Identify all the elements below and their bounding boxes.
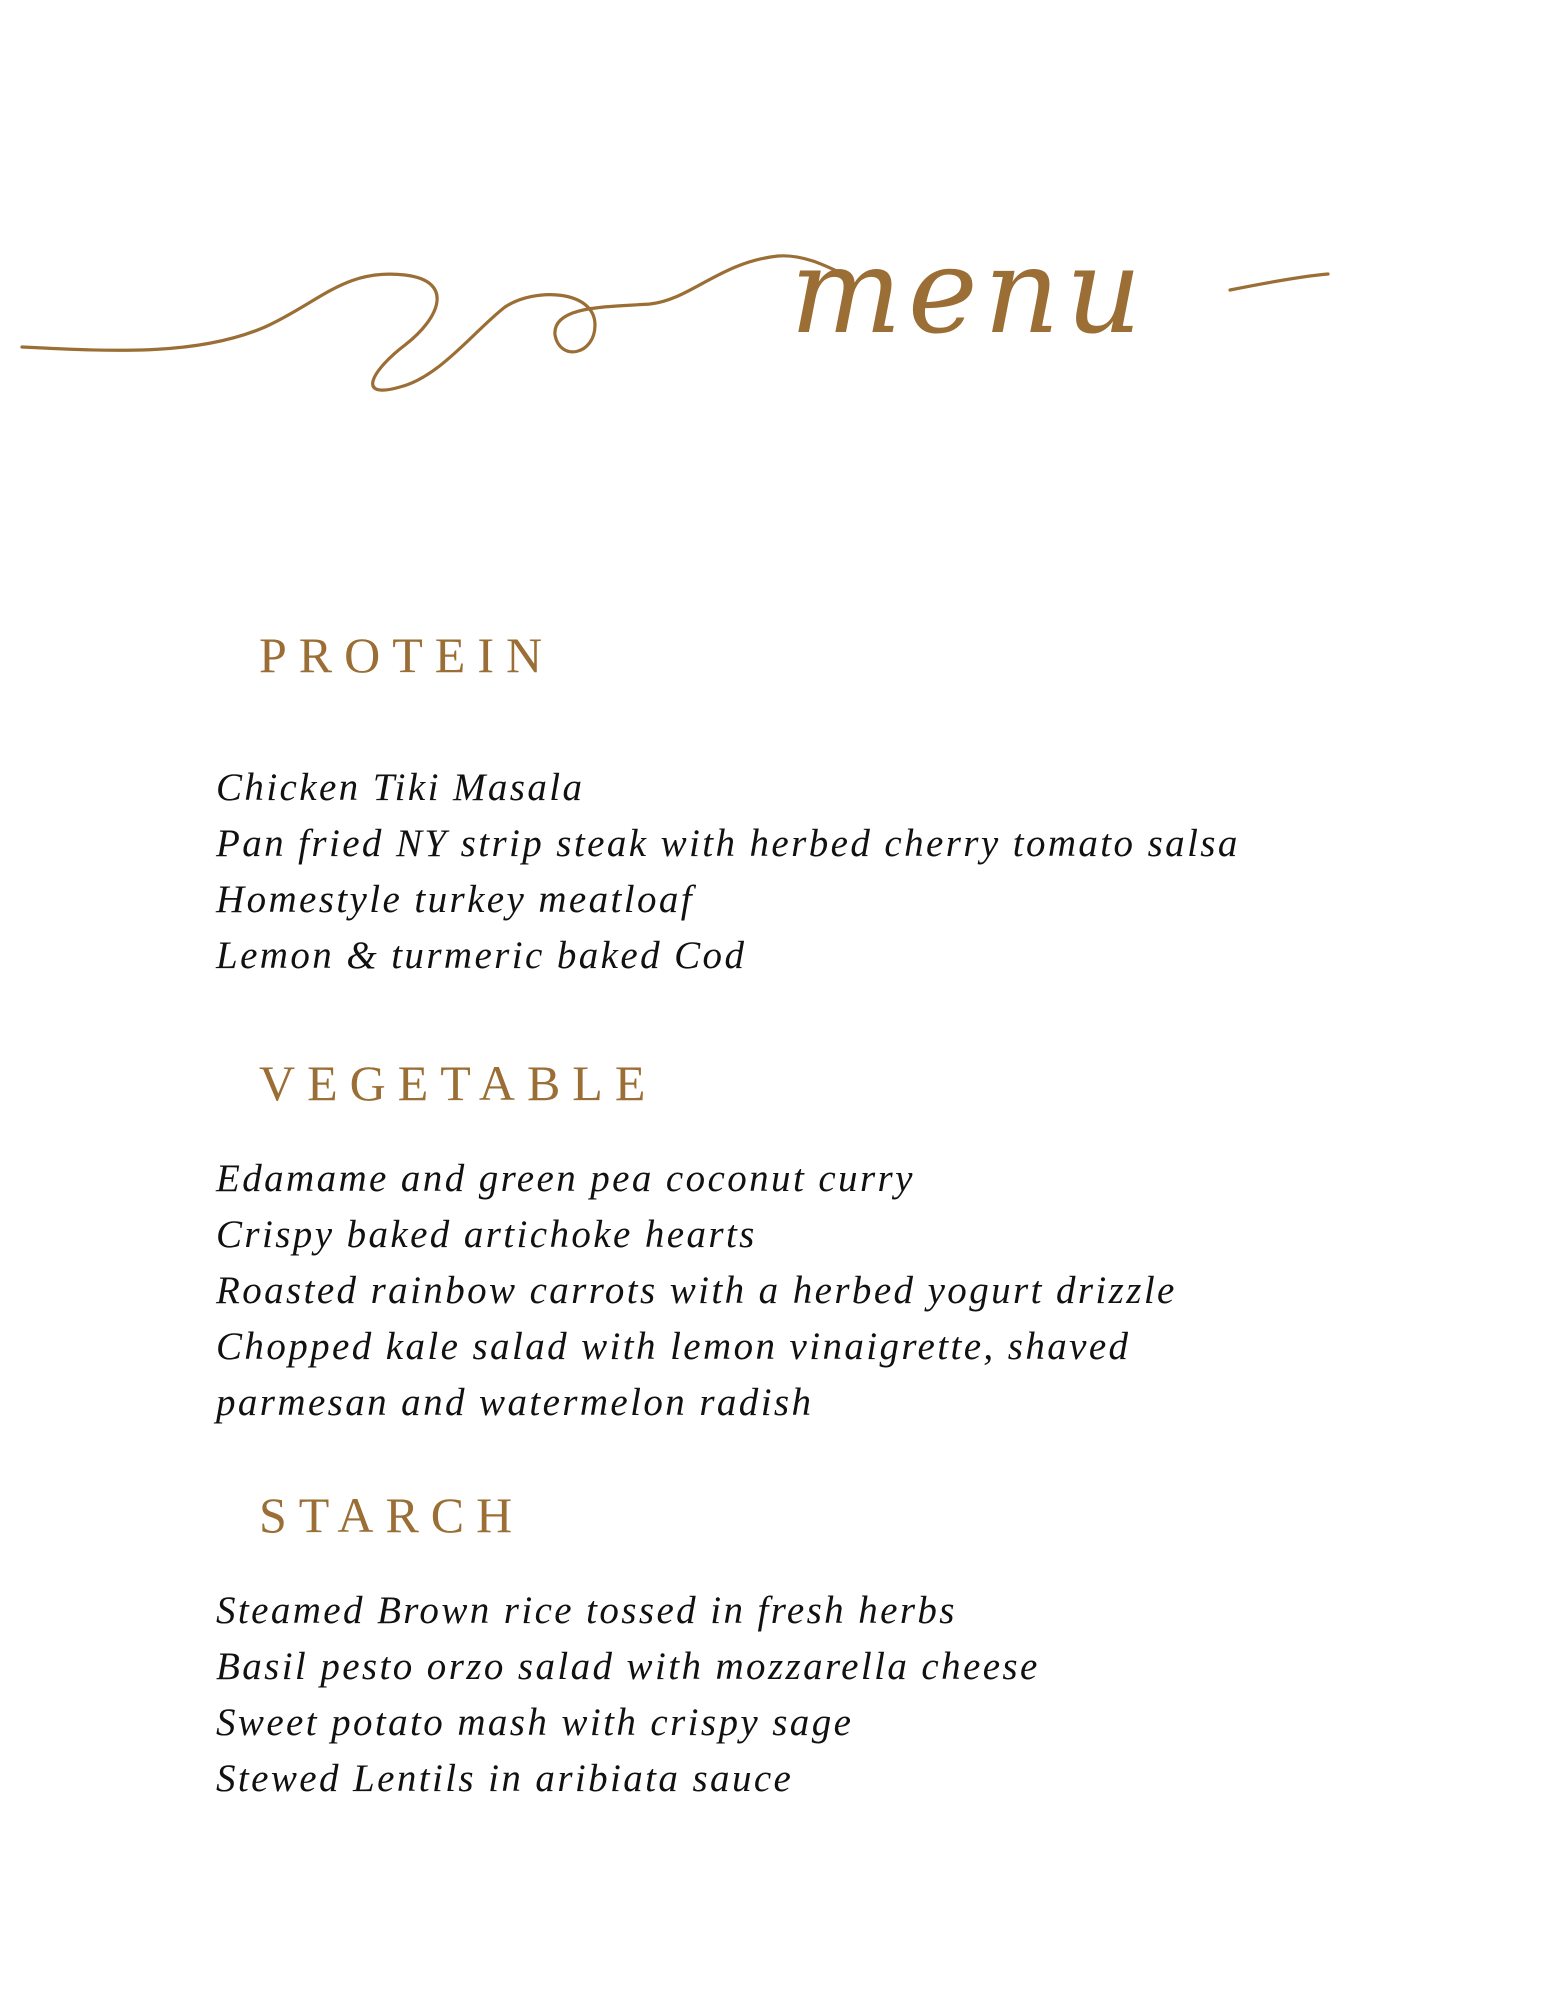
- menu-item: Sweet potato mash with crispy sage: [216, 1701, 854, 1744]
- menu-item: Chopped kale salad with lemon vinaigrette, shaved: [216, 1325, 1131, 1368]
- menu-item: parmesan and watermelon radish: [216, 1381, 814, 1424]
- vegetable-item-list: [216, 1151, 1366, 1431]
- menu-item: Homestyle turkey meatloaf: [216, 878, 695, 921]
- starch-item-list: [216, 1583, 1366, 1807]
- menu-logo-word: menu: [790, 222, 1148, 360]
- section-protein: [216, 627, 1366, 984]
- section-title-vegetable: VEGETABLE: [259, 1055, 658, 1111]
- flourish-tail-line: [1230, 274, 1328, 290]
- menu-flourish-logo: [0, 220, 1545, 420]
- section-title-starch: STARCH: [259, 1487, 525, 1543]
- menu-item: Edamame and green pea coconut curry: [216, 1157, 915, 1200]
- section-vegetable: [216, 1055, 1366, 1431]
- menu-item: Basil pesto orzo salad with mozzarella cheese: [216, 1645, 1040, 1688]
- section-starch: [216, 1487, 1366, 1807]
- menu-item: Chicken Tiki Masala: [216, 766, 585, 809]
- flourish-swirl-line: [22, 256, 845, 390]
- menu-item: Pan fried NY strip steak with herbed cherry tomato salsa: [216, 822, 1240, 865]
- menu-item: Roasted rainbow carrots with a herbed yogurt drizzle: [216, 1269, 1177, 1312]
- protein-item-list: [216, 760, 1366, 984]
- menu-item: Crispy baked artichoke hearts: [216, 1213, 757, 1256]
- section-title-protein: PROTEIN: [259, 627, 555, 683]
- menu-item: Lemon & turmeric baked Cod: [216, 934, 747, 977]
- menu-item: Steamed Brown rice tossed in fresh herbs: [216, 1589, 957, 1632]
- menu-item: Stewed Lentils in aribiata sauce: [216, 1757, 794, 1800]
